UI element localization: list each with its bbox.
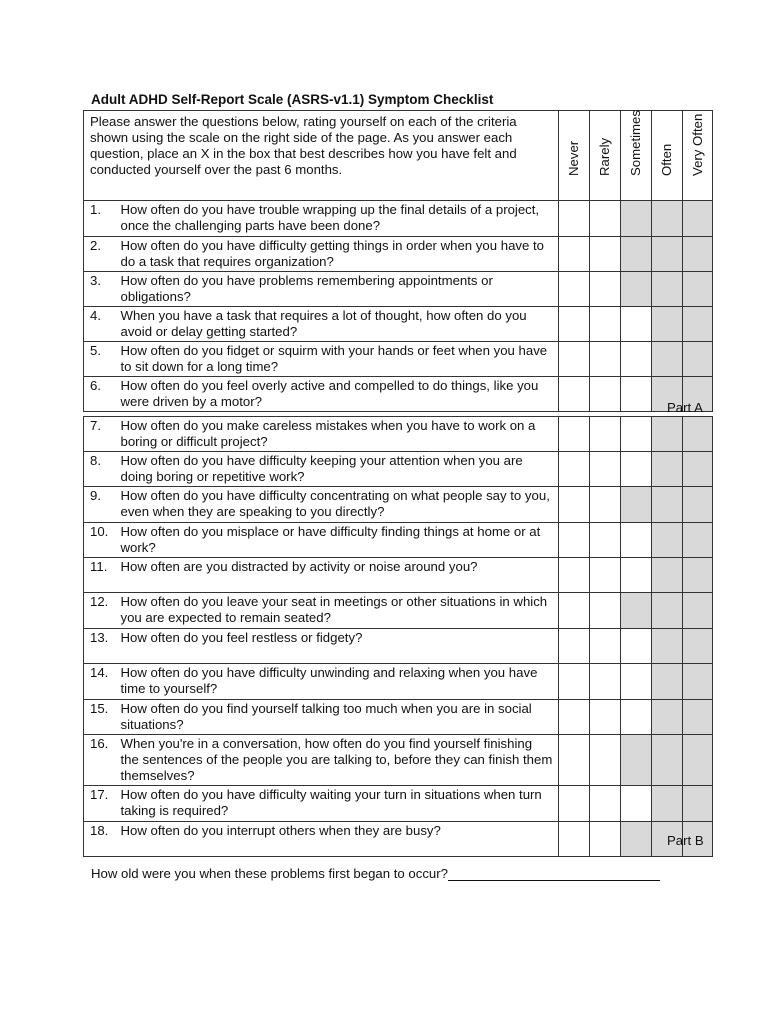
answer-box-often[interactable] [652,307,683,342]
question-row [84,735,713,786]
answer-box-often[interactable] [652,487,683,523]
question-number: 3. [84,272,117,307]
answer-box-rarely[interactable] [590,735,621,786]
question-text: How often do you have difficulty keeping your attention when you are doing boring or repetitive work? [117,452,559,487]
answer-box-often[interactable] [652,342,683,377]
answer-box-sometimes[interactable] [621,417,652,452]
answer-box-rarely[interactable] [590,523,621,558]
answer-box-rarely[interactable] [590,417,621,452]
answer-box-rarely[interactable] [590,593,621,629]
header-row [84,111,713,201]
answer-box-rarely[interactable] [590,237,621,272]
answer-box-never[interactable] [559,700,590,735]
question-number: 4. [84,307,117,342]
age-question [91,866,660,881]
question-text: How often do you interrupt others when they are busy? [117,822,559,857]
answer-box-often[interactable] [652,558,683,593]
question-text: How often do you have problems remembering appointments or obligations? [117,272,559,307]
answer-box-very-often[interactable] [683,307,713,342]
question-row [84,700,713,735]
answer-box-very-often[interactable] [683,487,713,523]
age-question-text: How old were you when these problems first began to occur? [91,866,448,881]
answer-box-often[interactable] [652,735,683,786]
answer-box-sometimes[interactable] [621,558,652,593]
scale-label: Very Often [689,113,705,176]
answer-box-very-often[interactable] [683,593,713,629]
answer-box-never[interactable] [559,822,590,857]
scale-header-very-often [683,111,713,201]
question-number: 9. [84,487,117,523]
part-a-label: Part A [667,400,703,415]
part-a-table [83,110,713,412]
answer-box-rarely[interactable] [590,786,621,822]
answer-box-sometimes[interactable] [621,786,652,822]
question-row [84,237,713,272]
answer-box-sometimes[interactable] [621,377,652,412]
answer-box-very-often[interactable] [683,629,713,664]
answer-box-very-often[interactable] [683,452,713,487]
answer-box-rarely[interactable] [590,201,621,237]
question-text: How often are you distracted by activity or noise around you? [117,558,559,593]
question-number: 12. [84,593,117,629]
question-row [84,822,713,857]
answer-box-sometimes[interactable] [621,307,652,342]
answer-box-very-often[interactable] [683,237,713,272]
instructions-text: Please answer the questions below, rating yourself on each of the criteria shown using the scale on the right side of the page. As you answer each question, place an X in the box that best describes how you have felt and conducted yourself over the past 6 months. [84,111,559,201]
answer-box-sometimes[interactable] [621,629,652,664]
age-answer-blank[interactable] [448,866,660,881]
scale-label: Never [566,140,582,176]
answer-box-never[interactable] [559,664,590,700]
answer-box-never[interactable] [559,593,590,629]
answer-box-often[interactable] [652,272,683,307]
part-b-table [83,416,713,857]
answer-box-sometimes[interactable] [621,735,652,786]
answer-box-rarely[interactable] [590,700,621,735]
form-title: Adult ADHD Self-Report Scale (ASRS-v1.1) Symptom Checklist [91,92,494,107]
scale-header-often [652,111,683,201]
question-number: 6. [84,377,117,412]
answer-box-rarely[interactable] [590,307,621,342]
question-row [84,342,713,377]
answer-box-never[interactable] [559,523,590,558]
answer-box-very-often[interactable] [683,664,713,700]
answer-box-very-often[interactable] [683,201,713,237]
question-row [84,523,713,558]
answer-box-rarely[interactable] [590,664,621,700]
answer-box-never[interactable] [559,237,590,272]
answer-box-never[interactable] [559,629,590,664]
question-number: 13. [84,629,117,664]
answer-box-rarely[interactable] [590,822,621,857]
answer-box-never[interactable] [559,487,590,523]
answer-box-never[interactable] [559,786,590,822]
question-number: 14. [84,664,117,700]
answer-box-sometimes[interactable] [621,201,652,237]
answer-box-sometimes[interactable] [621,487,652,523]
question-row [84,629,713,664]
answer-box-often[interactable] [652,201,683,237]
scale-label: Often [659,143,675,176]
answer-box-never[interactable] [559,342,590,377]
answer-box-sometimes[interactable] [621,452,652,487]
question-row [84,593,713,629]
question-number: 7. [84,417,117,452]
question-number: 18. [84,822,117,857]
question-number: 5. [84,342,117,377]
scale-label: Sometimes [628,110,644,176]
answer-box-often[interactable] [652,237,683,272]
question-row [84,664,713,700]
scale-header-rarely [590,111,621,201]
scale-header-never [559,111,590,201]
answer-box-never[interactable] [559,272,590,307]
question-number: 2. [84,237,117,272]
answer-box-rarely[interactable] [590,377,621,412]
answer-box-sometimes[interactable] [621,523,652,558]
answer-box-never[interactable] [559,377,590,412]
question-text: How often do you have difficulty waiting your turn in situations when turn taking is required? [117,786,559,822]
answer-box-sometimes[interactable] [621,237,652,272]
question-number: 16. [84,735,117,786]
answer-box-often[interactable] [652,523,683,558]
answer-box-rarely[interactable] [590,558,621,593]
answer-box-rarely[interactable] [590,629,621,664]
answer-box-rarely[interactable] [590,272,621,307]
question-number: 10. [84,523,117,558]
answer-box-often[interactable] [652,593,683,629]
answer-box-rarely[interactable] [590,452,621,487]
answer-box-very-often[interactable] [683,272,713,307]
answer-box-sometimes[interactable] [621,664,652,700]
answer-box-very-often[interactable] [683,523,713,558]
question-number: 15. [84,700,117,735]
question-number: 11. [84,558,117,593]
scale-header-sometimes [621,111,652,201]
question-row [84,452,713,487]
question-row [84,558,713,593]
question-text: How often do you leave your seat in meetings or other situations in which you are expected to remain seated? [117,593,559,629]
answer-box-never[interactable] [559,201,590,237]
answer-box-very-often[interactable] [683,735,713,786]
scale-label: Rarely [597,137,613,176]
answer-box-often[interactable] [652,452,683,487]
answer-box-often[interactable] [652,629,683,664]
answer-box-very-often[interactable] [683,700,713,735]
answer-box-very-often[interactable] [683,558,713,593]
answer-box-often[interactable] [652,417,683,452]
answer-box-sometimes[interactable] [621,700,652,735]
question-text: How often do you misplace or have difficulty finding things at home or at work? [117,523,559,558]
answer-box-very-often[interactable] [683,786,713,822]
question-text: How often do you make careless mistakes when you have to work on a boring or difficult project? [117,417,559,452]
question-number: 17. [84,786,117,822]
answer-box-never[interactable] [559,735,590,786]
question-text: When you have a task that requires a lot of thought, how often do you avoid or delay getting started? [117,307,559,342]
answer-box-sometimes[interactable] [621,342,652,377]
question-row [84,417,713,452]
question-row [84,487,713,523]
question-row [84,786,713,822]
answer-box-rarely[interactable] [590,487,621,523]
question-text: How often do you have difficulty concentrating on what people say to you, even when they are speaking to you directly? [117,487,559,523]
question-text: How often do you find yourself talking too much when you are in social situations? [117,700,559,735]
answer-box-never[interactable] [559,417,590,452]
answer-box-sometimes[interactable] [621,593,652,629]
answer-box-sometimes[interactable] [621,822,652,857]
question-text: When you're in a conversation, how often do you find yourself finishing the sentences of the people you are talking to, before they can finish them themselves? [117,735,559,786]
answer-box-very-often[interactable] [683,417,713,452]
answer-box-rarely[interactable] [590,342,621,377]
question-number: 8. [84,452,117,487]
question-text: How often do you have difficulty unwinding and relaxing when you have time to yourself? [117,664,559,700]
answer-box-never[interactable] [559,558,590,593]
part-b-label: Part B [667,833,704,848]
answer-box-very-often[interactable] [683,342,713,377]
question-row [84,377,713,412]
answer-box-often[interactable] [652,786,683,822]
answer-box-never[interactable] [559,452,590,487]
question-row [84,201,713,237]
answer-box-often[interactable] [652,664,683,700]
question-text: How often do you have difficulty getting things in order when you have to do a task that requires organization? [117,237,559,272]
answer-box-sometimes[interactable] [621,272,652,307]
question-row [84,307,713,342]
answer-box-often[interactable] [652,700,683,735]
question-text: How often do you feel restless or fidgety? [117,629,559,664]
question-number: 1. [84,201,117,237]
question-text: How often do you fidget or squirm with your hands or feet when you have to sit down for a long time? [117,342,559,377]
question-text: How often do you have trouble wrapping up the final details of a project, once the challenging parts have been done? [117,201,559,237]
question-text: How often do you feel overly active and compelled to do things, like you were driven by a motor? [117,377,559,412]
question-row [84,272,713,307]
answer-box-never[interactable] [559,307,590,342]
